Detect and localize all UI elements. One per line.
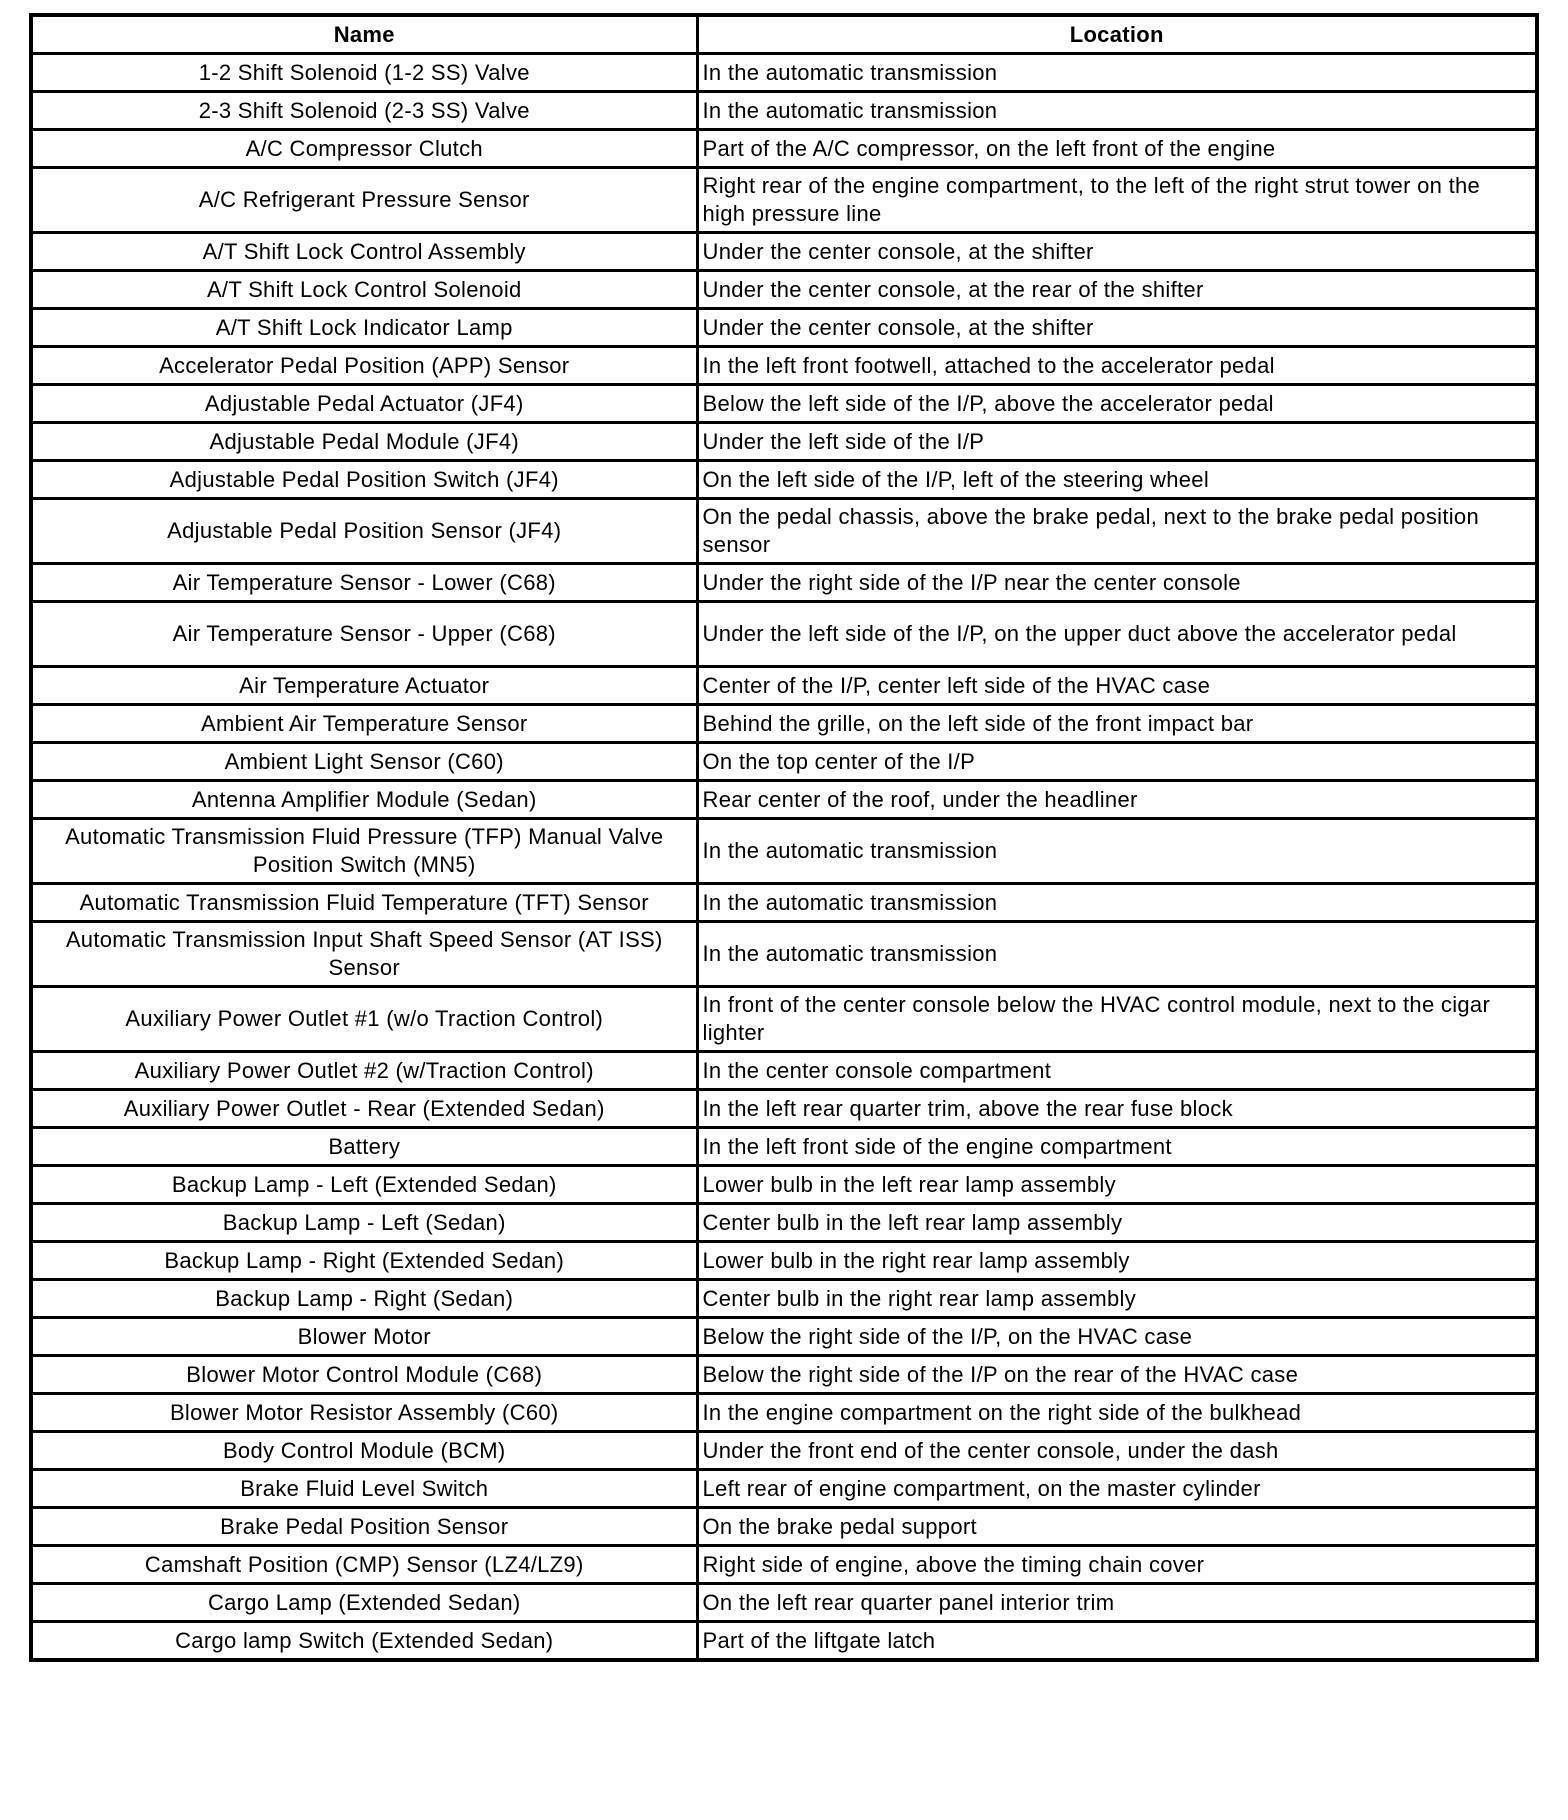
table-row	[31, 1356, 1537, 1394]
component-name: A/C Refrigerant Pressure Sensor	[31, 168, 697, 233]
component-name: Accelerator Pedal Position (APP) Sensor	[31, 347, 697, 385]
component-location-table	[29, 13, 1539, 1662]
component-name: 1-2 Shift Solenoid (1-2 SS) Valve	[31, 54, 697, 92]
component-location: Right rear of the engine compartment, to the left of the right strut tower on the high pressure line	[697, 168, 1537, 233]
component-location: Behind the grille, on the left side of the front impact bar	[697, 705, 1537, 743]
component-location: In the automatic transmission	[697, 54, 1537, 92]
component-location: Part of the A/C compressor, on the left front of the engine	[697, 130, 1537, 168]
component-location: Under the front end of the center console, under the dash	[697, 1432, 1537, 1470]
table-row	[31, 1166, 1537, 1204]
component-name: Automatic Transmission Input Shaft Speed Sensor (AT ISS) Sensor	[31, 922, 697, 987]
table-row	[31, 309, 1537, 347]
table-row	[31, 1242, 1537, 1280]
component-name: Brake Pedal Position Sensor	[31, 1508, 697, 1546]
component-location: In the automatic transmission	[697, 884, 1537, 922]
table-row	[31, 1546, 1537, 1584]
table-row	[31, 1128, 1537, 1166]
table-row	[31, 1584, 1537, 1622]
component-name: Adjustable Pedal Position Switch (JF4)	[31, 461, 697, 499]
component-location: Under the center console, at the shifter	[697, 309, 1537, 347]
component-name: Ambient Air Temperature Sensor	[31, 705, 697, 743]
component-name: Blower Motor Control Module (C68)	[31, 1356, 697, 1394]
component-location: On the top center of the I/P	[697, 743, 1537, 781]
component-location: Part of the liftgate latch	[697, 1622, 1537, 1661]
component-name: A/T Shift Lock Indicator Lamp	[31, 309, 697, 347]
component-name: Cargo Lamp (Extended Sedan)	[31, 1584, 697, 1622]
component-location: Center bulb in the left rear lamp assembly	[697, 1204, 1537, 1242]
table-row	[31, 781, 1537, 819]
component-location: Under the center console, at the rear of the shifter	[697, 271, 1537, 309]
table-row	[31, 1432, 1537, 1470]
component-name: Automatic Transmission Fluid Temperature (TFT) Sensor	[31, 884, 697, 922]
component-name: Air Temperature Actuator	[31, 667, 697, 705]
component-name: Backup Lamp - Left (Extended Sedan)	[31, 1166, 697, 1204]
component-name: Backup Lamp - Right (Sedan)	[31, 1280, 697, 1318]
component-location: Below the left side of the I/P, above the accelerator pedal	[697, 385, 1537, 423]
component-location: Right side of engine, above the timing chain cover	[697, 1546, 1537, 1584]
table-row	[31, 667, 1537, 705]
component-location: On the brake pedal support	[697, 1508, 1537, 1546]
table-row	[31, 1622, 1537, 1661]
component-location: Under the right side of the I/P near the center console	[697, 564, 1537, 602]
component-location: In the center console compartment	[697, 1052, 1537, 1090]
component-name: A/T Shift Lock Control Assembly	[31, 233, 697, 271]
component-location: On the pedal chassis, above the brake pedal, next to the brake pedal position sensor	[697, 499, 1537, 564]
component-location: On the left side of the I/P, left of the steering wheel	[697, 461, 1537, 499]
table-row	[31, 1470, 1537, 1508]
table-row	[31, 705, 1537, 743]
table-row	[31, 130, 1537, 168]
component-location: Below the right side of the I/P, on the HVAC case	[697, 1318, 1537, 1356]
table-row	[31, 743, 1537, 781]
component-location: In the automatic transmission	[697, 819, 1537, 884]
table-row	[31, 564, 1537, 602]
table-row	[31, 1204, 1537, 1242]
table-row	[31, 602, 1537, 667]
table-row	[31, 819, 1537, 884]
component-name: 2-3 Shift Solenoid (2-3 SS) Valve	[31, 92, 697, 130]
component-name: Blower Motor Resistor Assembly (C60)	[31, 1394, 697, 1432]
component-location: Center bulb in the right rear lamp assembly	[697, 1280, 1537, 1318]
table-row	[31, 1090, 1537, 1128]
component-location: Center of the I/P, center left side of the HVAC case	[697, 667, 1537, 705]
table-row	[31, 271, 1537, 309]
component-name: Automatic Transmission Fluid Pressure (TFP) Manual Valve Position Switch (MN5)	[31, 819, 697, 884]
component-name: A/T Shift Lock Control Solenoid	[31, 271, 697, 309]
component-name: Auxiliary Power Outlet - Rear (Extended Sedan)	[31, 1090, 697, 1128]
table-row	[31, 499, 1537, 564]
component-name: A/C Compressor Clutch	[31, 130, 697, 168]
table-row	[31, 884, 1537, 922]
table-row	[31, 385, 1537, 423]
table-row	[31, 987, 1537, 1052]
component-location: In the automatic transmission	[697, 922, 1537, 987]
component-location: On the left rear quarter panel interior trim	[697, 1584, 1537, 1622]
table-row	[31, 168, 1537, 233]
table-row	[31, 922, 1537, 987]
table-row	[31, 54, 1537, 92]
header-row	[31, 15, 1537, 54]
table-row	[31, 347, 1537, 385]
component-location: In the left front footwell, attached to the accelerator pedal	[697, 347, 1537, 385]
table-row	[31, 1394, 1537, 1432]
component-location: Under the left side of the I/P	[697, 423, 1537, 461]
component-name: Antenna Amplifier Module (Sedan)	[31, 781, 697, 819]
component-name: Battery	[31, 1128, 697, 1166]
table-row	[31, 92, 1537, 130]
component-name: Auxiliary Power Outlet #1 (w/o Traction Control)	[31, 987, 697, 1052]
table-row	[31, 1318, 1537, 1356]
component-name: Adjustable Pedal Position Sensor (JF4)	[31, 499, 697, 564]
component-location: In front of the center console below the HVAC control module, next to the cigar lighter	[697, 987, 1537, 1052]
component-name: Blower Motor	[31, 1318, 697, 1356]
component-name: Ambient Light Sensor (C60)	[31, 743, 697, 781]
table-row	[31, 1052, 1537, 1090]
component-location: In the engine compartment on the right side of the bulkhead	[697, 1394, 1537, 1432]
component-name: Air Temperature Sensor - Upper (C68)	[31, 602, 697, 667]
component-name: Body Control Module (BCM)	[31, 1432, 697, 1470]
component-location: Under the center console, at the shifter	[697, 233, 1537, 271]
component-name: Adjustable Pedal Module (JF4)	[31, 423, 697, 461]
header-location: Location	[697, 15, 1537, 54]
component-location: Under the left side of the I/P, on the upper duct above the accelerator pedal	[697, 602, 1537, 667]
component-location: Below the right side of the I/P on the rear of the HVAC case	[697, 1356, 1537, 1394]
component-location: Lower bulb in the left rear lamp assembly	[697, 1166, 1537, 1204]
component-name: Backup Lamp - Right (Extended Sedan)	[31, 1242, 697, 1280]
component-location: Rear center of the roof, under the headliner	[697, 781, 1537, 819]
component-name: Adjustable Pedal Actuator (JF4)	[31, 385, 697, 423]
header-name: Name	[31, 15, 697, 54]
component-name: Camshaft Position (CMP) Sensor (LZ4/LZ9)	[31, 1546, 697, 1584]
component-name: Backup Lamp - Left (Sedan)	[31, 1204, 697, 1242]
component-location: In the left rear quarter trim, above the rear fuse block	[697, 1090, 1537, 1128]
component-location: Lower bulb in the right rear lamp assembly	[697, 1242, 1537, 1280]
component-name: Brake Fluid Level Switch	[31, 1470, 697, 1508]
table-row	[31, 1508, 1537, 1546]
table-row	[31, 1280, 1537, 1318]
component-location: Left rear of engine compartment, on the master cylinder	[697, 1470, 1537, 1508]
component-name: Air Temperature Sensor - Lower (C68)	[31, 564, 697, 602]
component-location: In the automatic transmission	[697, 92, 1537, 130]
component-location: In the left front side of the engine compartment	[697, 1128, 1537, 1166]
component-name: Cargo lamp Switch (Extended Sedan)	[31, 1622, 697, 1661]
component-name: Auxiliary Power Outlet #2 (w/Traction Control)	[31, 1052, 697, 1090]
table-row	[31, 461, 1537, 499]
table-row	[31, 423, 1537, 461]
table-row	[31, 233, 1537, 271]
